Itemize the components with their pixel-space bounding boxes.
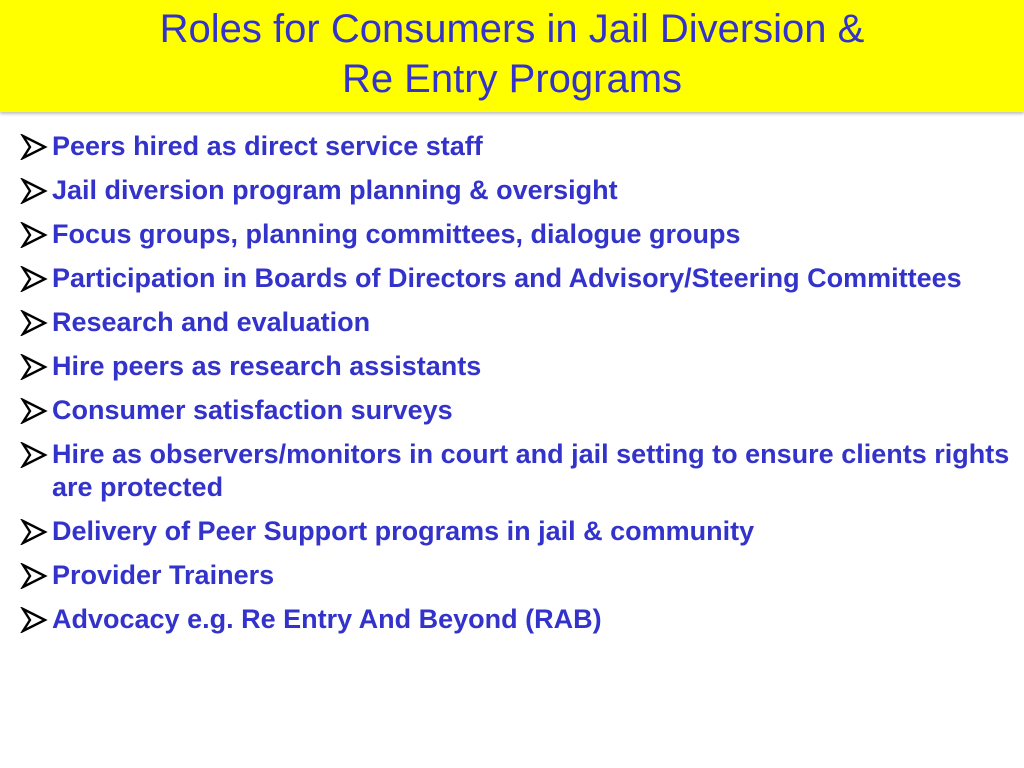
list-item — [20, 262, 1010, 295]
list-item — [20, 515, 1010, 548]
bullet-text: Participation in Boards of Directors and Advisory/Steering Committees — [52, 263, 962, 293]
title-line-2: Re Entry Programs — [341, 57, 683, 101]
bullet-text: Research and evaluation — [52, 307, 371, 337]
bullet-text: Provider Trainers — [52, 560, 275, 590]
list-item — [20, 350, 1010, 383]
arrow-bullet-icon — [20, 607, 48, 633]
bullet-text: Focus groups, planning committees, dialogue groups — [52, 219, 741, 249]
list-item — [20, 438, 1010, 504]
list-item — [20, 174, 1010, 207]
arrow-bullet-icon — [20, 222, 48, 248]
list-item — [20, 394, 1010, 427]
arrow-bullet-icon — [20, 310, 48, 336]
bullet-text: Delivery of Peer Support programs in jail & community — [52, 516, 755, 546]
bullet-text: Peers hired as direct service staff — [52, 131, 483, 161]
list-item — [20, 130, 1010, 163]
bullet-text: Advocacy e.g. Re Entry And Beyond (RAB) — [52, 604, 602, 634]
bullet-list — [20, 130, 1010, 647]
list-item — [20, 218, 1010, 251]
arrow-bullet-icon — [20, 134, 48, 160]
bullet-text: Jail diversion program planning & oversight — [52, 175, 618, 205]
bullet-text: Hire as observers/monitors in court and jail setting to ensure clients rights are protected — [52, 439, 1010, 502]
arrow-bullet-icon — [20, 519, 48, 545]
title-bar — [0, 0, 1024, 112]
arrow-bullet-icon — [20, 398, 48, 424]
arrow-bullet-icon — [20, 442, 48, 468]
bullet-text: Hire peers as research assistants — [52, 351, 482, 381]
title-line-1: Roles for Consumers in Jail Diversion & — [159, 7, 865, 51]
bullet-text: Consumer satisfaction surveys — [52, 395, 453, 425]
arrow-bullet-icon — [20, 266, 48, 292]
list-item — [20, 306, 1010, 339]
slide-title — [0, 4, 1024, 104]
arrow-bullet-icon — [20, 354, 48, 380]
arrow-bullet-icon — [20, 563, 48, 589]
list-item — [20, 603, 1010, 636]
arrow-bullet-icon — [20, 178, 48, 204]
list-item — [20, 559, 1010, 592]
